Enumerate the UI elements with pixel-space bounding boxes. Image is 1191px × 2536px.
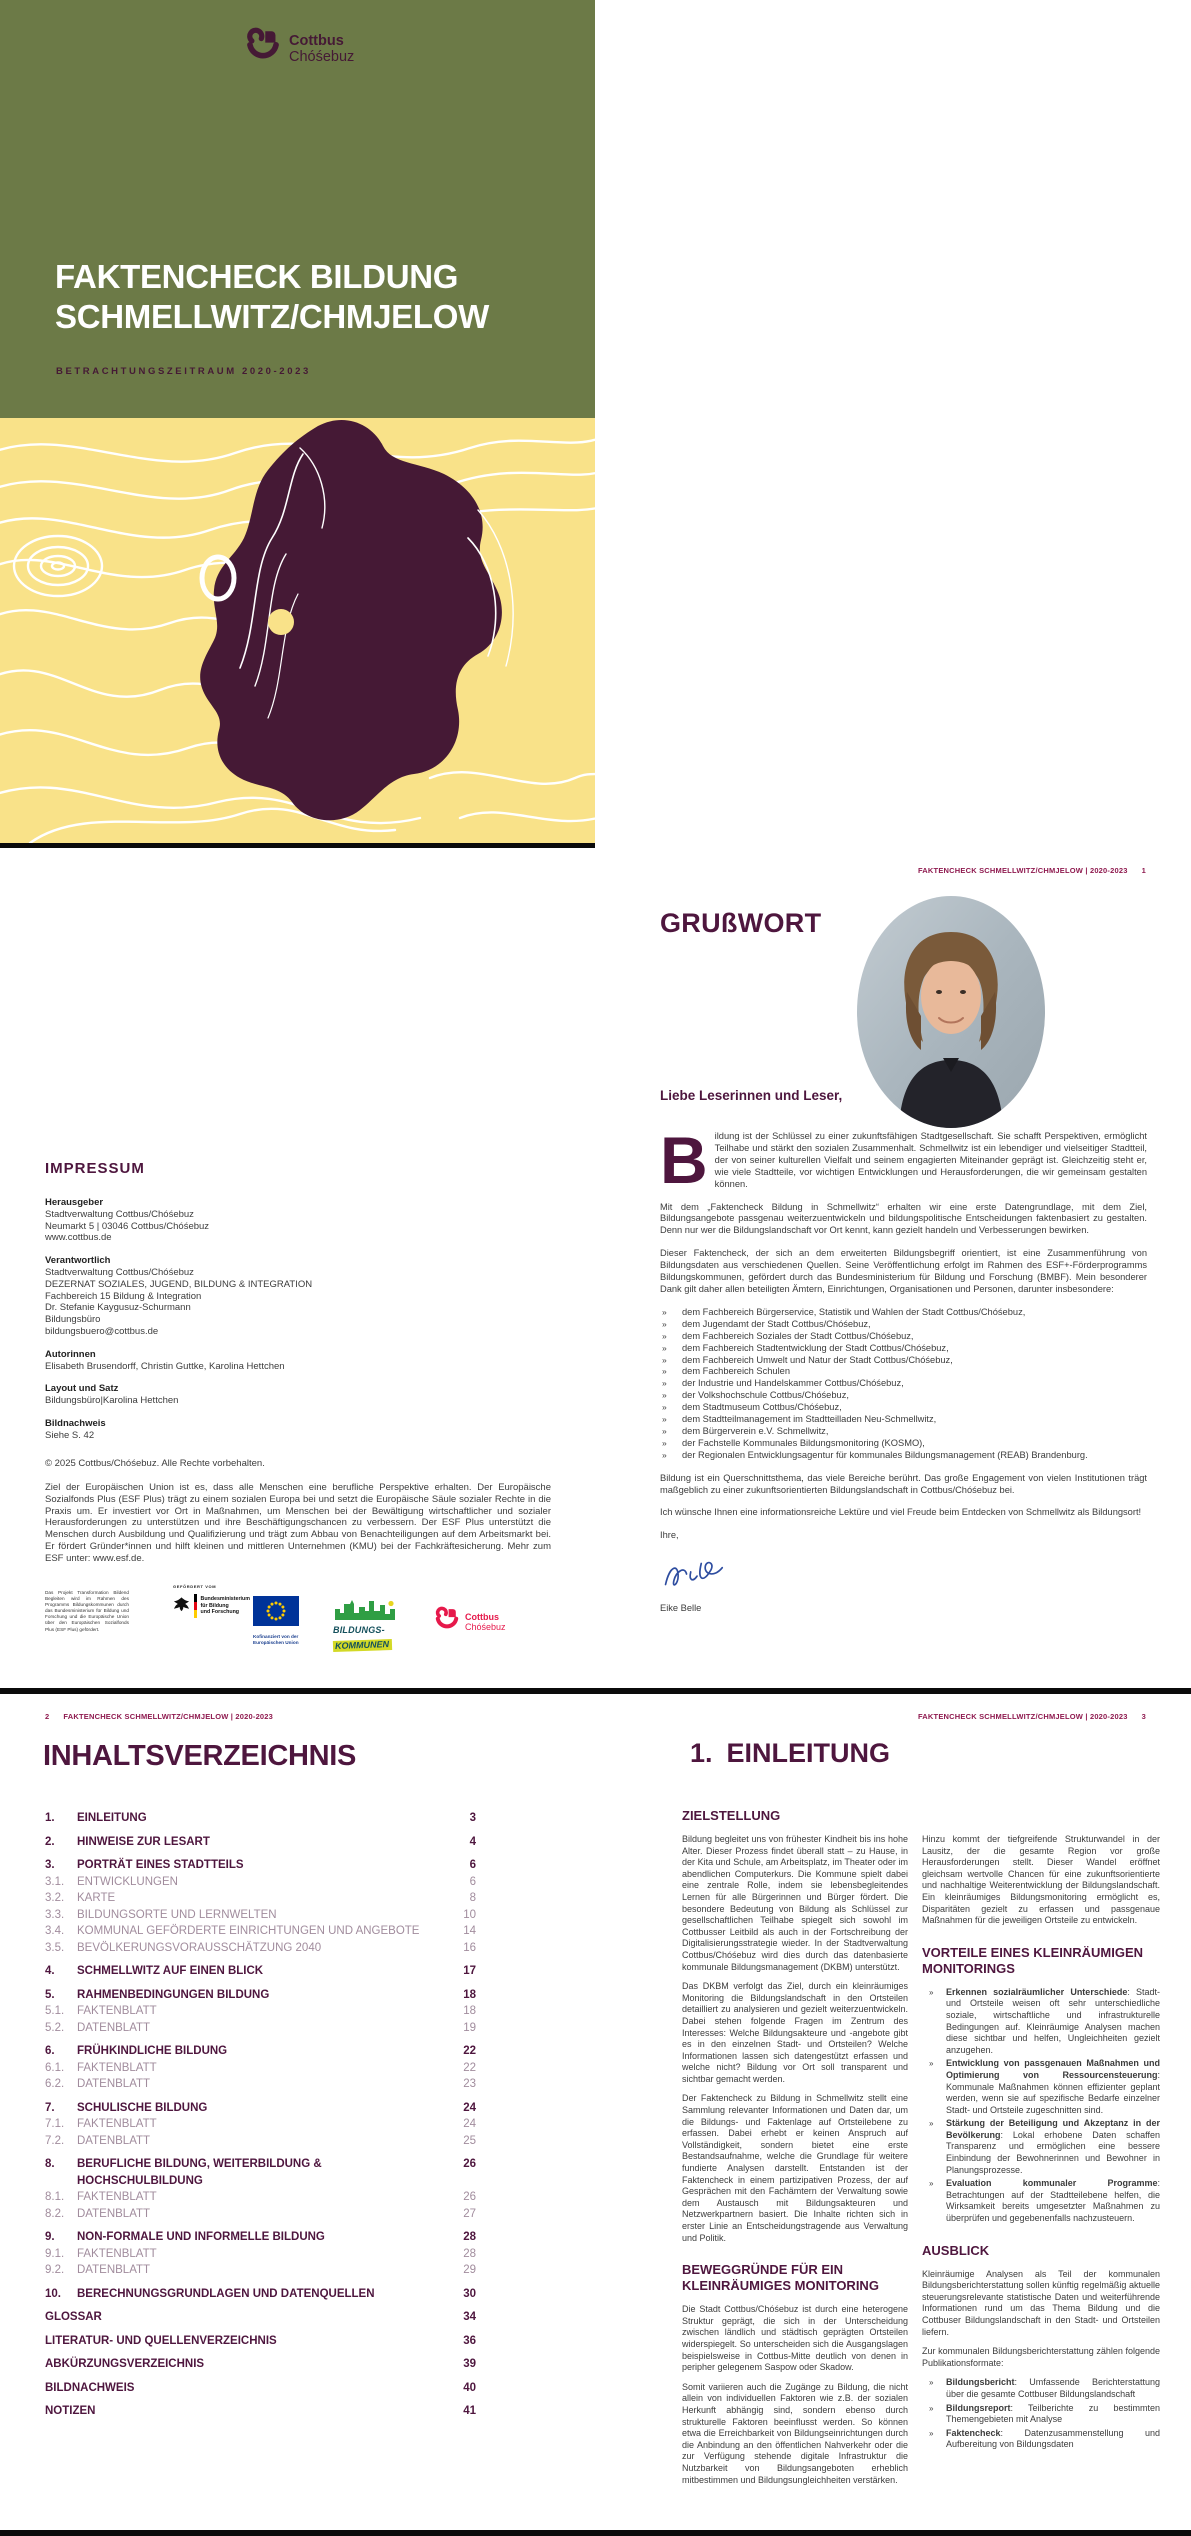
- toc-entry[interactable]: [45, 1987, 476, 2004]
- cover-title: FAKTENCHECK BILDUNG SCHMELLWITZ/CHMJELOW: [55, 258, 489, 335]
- toc-entry-label: DATENBLATT: [77, 2021, 151, 2034]
- grusswort-page: [595, 848, 1191, 1688]
- list-item: » Erkennen sozialräumlicher Unterschiede: Stadt- und Ortsteile weisen oft sehr unterschiedliche soziale, wirtschaftliche und infrastrukturelle Bedingungen auf. Kleinräumige Analysen machen diese sichtbar und helfen, Ungleichheiten gezielt anzugehen.: [922, 1987, 1160, 2057]
- toc-entry-label: KOMMUNAL GEFÖRDERTE EINRICHTUNGEN UND ANGEBOTE: [77, 1925, 420, 1937]
- toc-entry-page: 8: [469, 1892, 476, 1904]
- toc-entry[interactable]: [45, 2333, 476, 2350]
- toc-entry-page: 6: [469, 1859, 476, 1871]
- toc-entry-number: 8.: [45, 2158, 55, 2170]
- toc-entry-label: FAKTENBLATT: [77, 2191, 157, 2203]
- toc-entry-page: 40: [463, 2381, 476, 2394]
- toc-entry[interactable]: [45, 1940, 476, 1957]
- toc-entry-page: 36: [463, 2334, 476, 2347]
- bmbf-eagle-icon: [173, 1596, 190, 1617]
- toc-entry-label: NON-FORMALE UND INFORMELLE BILDUNG: [77, 2231, 325, 2243]
- toc-entry-page: 41: [463, 2405, 476, 2417]
- eu-flag-icon: [253, 1613, 299, 1630]
- cover-map-illustration: [0, 418, 595, 843]
- list-item: » dem Fachbereich Bürgerservice, Statistik und Wahlen der Stadt Cottbus/Chóśebuz,: [660, 1307, 1147, 1319]
- toc-entry-label: LITERATUR- UND QUELLENVERZEICHNIS: [45, 2334, 277, 2347]
- toc-entry-page: 17: [463, 1965, 476, 1977]
- toc-entry-number: 5.2.: [45, 2021, 65, 2034]
- paragraph: Kleinräumige Analysen als Teil der kommunalen Bildungsberichterstattung sollen künftig regelmäßig aktuelle steuerungsrelevante statistische Daten und weiterführende Informationen rund um das Thema Bildung und die Cottbuser Bildungslandschaft in den Stadt- und Ortsteilen liefern.: [922, 2268, 1160, 2337]
- toc-entry-label: BERECHNUNGSGRUNDLAGEN UND DATENQUELLEN: [77, 2287, 375, 2300]
- einleitung-column-right: [922, 1834, 1160, 2459]
- impressum-section: [45, 1418, 405, 1442]
- toc-entry-label: DATENBLATT: [77, 2207, 151, 2220]
- toc-entry-page: 23: [463, 2078, 476, 2090]
- impressum-line: DEZERNAT SOZIALES, JUGEND, BILDUNG & INTEGRATION: [45, 1278, 313, 1290]
- toc-entry-number: 9.1.: [45, 2247, 65, 2260]
- toc-entry-page: 39: [463, 2358, 476, 2370]
- running-header: 2 FAKTENCHECK SCHMELLWITZ/CHMJELOW | 2020-2023: [45, 1712, 274, 1721]
- toc-entry[interactable]: [45, 1923, 476, 1940]
- toc-entry-label: BILDNACHWEIS: [45, 2381, 135, 2394]
- impressum-line: Bildungsbüro|Karolina Hettchen: [45, 1395, 179, 1407]
- toc-entry-page: 22: [463, 2061, 476, 2074]
- toc-entry-label: BERUFLICHE BILDUNG, WEITERBILDUNG & HOCHSCHULBILDUNG: [77, 2158, 322, 2187]
- toc-entry-page: 3: [469, 1812, 476, 1824]
- cottbus-logo-red-text: Cottbus Chóśebuz: [465, 1611, 506, 1632]
- toc-entry-label: FRÜHKINDLICHE BILDUNG: [77, 2045, 228, 2057]
- section-heading: VORTEILE EINES KLEINRÄUMIGEN MONITORINGS: [922, 1944, 1144, 1976]
- cottbus-logo: [246, 27, 354, 70]
- toc-entry-label: BEVÖLKERUNGSVORAUSSCHÄTZUNG 2040: [77, 1941, 322, 1954]
- toc-entry[interactable]: [45, 2060, 476, 2077]
- paragraph: Ich wünsche Ihnen eine informationsreiche Lektüre und viel Freude beim Entdecken von Schmellwitz als Bildungsort!: [660, 1507, 1142, 1518]
- toc-list: [45, 1810, 476, 2420]
- toc-entry-page: 24: [463, 2101, 476, 2114]
- section-heading: BEWEGGRÜNDE FÜR EIN KLEINRÄUMIGES MONITORING: [682, 2262, 879, 2294]
- bottom-edge: [0, 2530, 1191, 2536]
- toc-entry-page: 19: [463, 2021, 476, 2034]
- cottbus-logo-icon-red: [435, 1606, 459, 1638]
- bullet-list: [922, 2377, 1160, 2451]
- toc-entry[interactable]: [45, 2043, 476, 2060]
- paragraph: Somit variieren auch die Zugänge zu Bildung, die nicht allein von individuellen Faktoren wie z.B. der sozialen Herkunft abhängig sind, sondern ebenso durch strukturelle Faktoren beeinflusst werden. So können etwa die Erreichbarkeit von Bildungseinrichtungen durch die Anbindung an den öffentlichen Nahverkehr oder die zur Verfügung stehende digitale Infrastruktur die Nutzbarkeit von Bildungsangeboten erheblich mitbestimmen und Bildungsungleichheiten verstärken.: [682, 2381, 908, 2485]
- toc-entry-number: 10.: [45, 2287, 61, 2300]
- list-item: » der Industrie und Handelskammer Cottbus/Chóśebuz,: [660, 1378, 1147, 1390]
- bullet-list: [922, 1987, 1160, 2225]
- impressum-section-heading: Verantwortlich: [45, 1255, 111, 1267]
- toc-entry-page: 27: [463, 2207, 476, 2220]
- toc-entry-label: ABKÜRZUNGSVERZEICHNIS: [45, 2358, 205, 2370]
- toc-entry-label: RAHMENBEDINGUNGEN BILDUNG: [77, 1988, 270, 2001]
- paragraph: Zur kommunalen Bildungsberichterstattung zählen folgende Publikationsformate:: [922, 2346, 1160, 2368]
- list-item: » dem Bürgerverein e.V. Schmellwitz,: [660, 1426, 1147, 1438]
- toc-entry[interactable]: [45, 1857, 476, 1874]
- toc-entry[interactable]: [45, 2076, 476, 2093]
- toc-entry-label: GLOSSAR: [45, 2311, 102, 2323]
- toc-entry[interactable]: [45, 2156, 476, 2189]
- toc-entry-number: 6.1.: [45, 2061, 65, 2074]
- toc-entry-label: PORTRÄT EINES STADTTEILS: [77, 1859, 244, 1871]
- toc-entry-page: 28: [463, 2231, 476, 2243]
- impressum-title: IMPRESSUM: [45, 1160, 145, 1177]
- toc-entry-label: DATENBLATT: [77, 2134, 151, 2147]
- impressum-page: [0, 848, 595, 1688]
- list-item: » Entwicklung von passgenauen Maßnahmen und Optimierung von Ressourcensteuerung: Kommunale Maßnahmen können effizienter geplant werden, wenn sie auf spezifische Bedarfe einzelner Stadt- und Ortsteile zugeschnitten sind.: [922, 2058, 1160, 2116]
- list-item: » Bildungsreport: Teilberichte zu bestimmten Themengebieten mit Analyse: [922, 2403, 1160, 2426]
- page-number: 1: [1141, 866, 1146, 875]
- impressum-section-heading: Autorinnen: [45, 1348, 96, 1360]
- impressum-line: Elisabeth Brusendorff, Christin Guttke, Karolina Hettchen: [45, 1360, 285, 1372]
- toc-entry-page: 14: [463, 1925, 476, 1937]
- toc-entry-number: 5.: [45, 1988, 55, 2001]
- grusswort-body: [660, 1123, 1147, 1615]
- paragraph: Mit dem „Faktencheck Bildung in Schmellwitz“ erhalten wir eine erste Datengrundlage, mit dem Ziel, Bildungsangebote passgenau weiterzuentwickeln und bildungspolitische Entscheidungen faktenbasiert zu gestalten. Denn nur wer die Bildungslandschaft vor Ort kennt, kann gezielt handeln und Verbesserungen bewirken.: [660, 1201, 1147, 1236]
- toc-entry[interactable]: [45, 2020, 476, 2037]
- esf-paragraph: Ziel der Europäischen Union ist es, dass alle Menschen eine berufliche Perspektive erhalten. Der Europäische Sozialfonds Plus (ESF Plus) trägt zu einem sozialen Europa bei und setzt die Europäische Säule sozialer Rechte in die Praxis um. Er investiert vor Ort in Maßnahmen, um Menschen bei der Bewältigung wirtschaftlicher und sozialer Herausforderungen zu unterstützen und ihre Beschäftigungschancen zu verbessern. Der ESF Plus unterstützt die Menschen durch Ausbildung und Qualifizierung und trägt zum Abbau von Benachteiligungen auf dem Arbeitsmarkt bei. Er fördert Gründer*innen und hilft kleinen und mittleren Unternehmen (KMU) bei der Fachkräftesicherung. Mehr zum ESF unter: www.esf.de.: [45, 1482, 551, 1564]
- toc-title: INHALTSVERZEICHNIS: [43, 1740, 357, 1772]
- toc-entry[interactable]: [45, 2286, 476, 2303]
- cottbus-logo-red: [435, 1606, 506, 1638]
- toc-entry-number: 1.: [45, 1812, 55, 1824]
- paragraph: Hinzu kommt der tiefgreifende Strukturwandel in der Lausitz, der die gesamte Region vor große Herausforderungen stellt. Dieser Wandel eröffnet gleichsam wertvolle Chancen für eine zukunftsorientierte und nachhaltige Weiterentwicklung der Bildungslandschaft. Ein kleinräumiges Bildungsmonitoring ermöglicht es, Disparitäten gezielt zu erfassen und passgenaue Maßnahmen für die jeweiligen Ortsteile zu entwickeln.: [922, 1834, 1160, 1926]
- einleitung-column-left: [682, 1808, 908, 2494]
- toc-entry-label: SCHMELLWITZ AUF EINEN BLICK: [77, 1965, 264, 1977]
- toc-entry[interactable]: [45, 2262, 476, 2279]
- toc-entry[interactable]: [45, 1834, 476, 1851]
- toc-entry-number: 3.3.: [45, 1908, 65, 1921]
- toc-entry-label: BILDUNGSORTE UND LERNWELTEN: [77, 1908, 277, 1921]
- paragraph: Das DKBM verfolgt das Ziel, durch ein kleinräumiges Monitoring die Bildungslandschaft in den Ortsteilen detailliert zu analysieren und gezielt weiterzuentwickeln. Dabei stehen folgende Fragen im Zentrum des Interesses: Welche Bildungsakteure und -angebote gibt es in den einzelnen Stadt- und Ortsteilen? Welche Informationen lassen sich datengestützt erfassen und welche nicht? Bildung vor Ort soll transparent und sichtbar gemacht werden.: [682, 1981, 908, 2084]
- paragraph: Dieser Faktencheck, der sich an dem erweiterten Bildungsbegriff orientiert, ist eine Zusammenführung von Bildungsdaten aus verschiedenen Quellen. Seine Veröffentlichung erfolgt im Rahmen des ESF+-Förderprogramms Bildungskommunen, gefördert durch das Bundesministerium für Bildung und Forschung (BMBF). Mein besonderer Dank gilt daher allen beteiligten Ämtern, Einrichtungen, Organisationen und Personen, darunter insbesondere:: [660, 1248, 1147, 1294]
- toc-entry-number: 8.1.: [45, 2191, 65, 2203]
- impressum-section: [45, 1383, 405, 1407]
- paragraph: Der Faktencheck zu Bildung in Schmellwitz stellt eine Sammlung relevanter Informationen und Daten dar, um die Bildungs- und Faktenlage auf Ortsteilebene zu erfassen. Dabei erhebt er keinen Anspruch auf Vollständigkeit, sondern bietet eine erste Bestandsaufnahme, welche die Grundlage für weitere fundierte Analysen darstellt. Entstanden ist der Faktencheck in einem partizipativen Prozess, der auf Gesprächen mit den Fachämtern der Verwaltung sowie dem Austausch mit Bildungsakteuren und Netzwerkpartnern basiert. Die Inhalte richten sich in erster Linie an Entscheidungstragende aus Verwaltung und Politik.: [682, 2093, 908, 2243]
- toc-entry-number: 6.2.: [45, 2078, 65, 2090]
- toc-entry-page: 18: [463, 1988, 476, 2001]
- dropcap: B: [660, 1123, 708, 1197]
- impressum-link[interactable]: www.cottbus.de: [45, 1232, 112, 1244]
- signature-name: Eike Belle: [660, 1603, 702, 1614]
- salutation: Liebe Leserinnen und Leser,: [660, 1088, 843, 1103]
- impressum-sections: [45, 1186, 405, 1442]
- toc-entry[interactable]: [45, 2380, 476, 2397]
- copyright-line: © 2025 Cottbus/Chóśebuz. Alle Rechte vorbehalten.: [45, 1458, 265, 1469]
- bildungskommunen-logo: BILDUNGS- KOMMUNEN: [333, 1598, 405, 1653]
- toc-entry-number: 3.1.: [45, 1875, 65, 1888]
- toc-entry-number: 3.5.: [45, 1941, 65, 1954]
- acknowledgement-list: [660, 1307, 1147, 1462]
- toc-entry[interactable]: [45, 2003, 476, 2020]
- cover-header-band: [0, 0, 595, 418]
- impressum-line: Stadtverwaltung Cottbus/Chóśebuz: [45, 1266, 194, 1278]
- eu-logo-text: Kofinanziert von der Europäischen Union: [253, 1634, 299, 1645]
- toc-entry-number: 9.: [45, 2231, 55, 2243]
- paragraph: Die Stadt Cottbus/Chóśebuz ist durch eine heterogene Struktur geprägt, die sich in der Unterscheidung zwischen ländlich und städtisch geprägten Ortsteilen widerspiegelt. So unterscheiden sich die Ausgangslagen beispielsweise in Cottbus-Mitte deutlich von denen in peripher gelegenem Saspow oder Skadow.: [682, 2304, 908, 2373]
- cottbus-logo-icon: [246, 27, 280, 70]
- toc-entry[interactable]: [45, 2229, 476, 2246]
- toc-entry-page: 28: [463, 2247, 476, 2260]
- toc-entry-label: FAKTENBLATT: [77, 2061, 157, 2074]
- funding-note: Das Projekt Transformation Bildend Begleiten wird im Rahmen des Programms Bildungskommunen durch das Bundesministerium für Bildung und Forschung und die Europäische Union über den Europäischen Sozialfonds Plus (ESF Plus) gefördert.: [45, 1590, 129, 1632]
- list-item: » dem Jugendamt der Stadt Cottbus/Chóśebuz,: [660, 1319, 1147, 1331]
- toc-entry-number: 9.2.: [45, 2264, 65, 2276]
- list-item: » Faktencheck: Datenzusammenstellung und Aufbereitung von Bildungsdaten: [922, 2428, 1160, 2451]
- eu-logo: [253, 1596, 305, 1646]
- toc-entry[interactable]: [45, 2100, 476, 2117]
- toc-entry[interactable]: [45, 2206, 476, 2223]
- list-item: » dem Fachbereich Soziales der Stadt Cottbus/Chóśebuz,: [660, 1331, 1147, 1343]
- toc-entry-page: 34: [463, 2311, 476, 2323]
- grusswort-title: GRUßWORT: [660, 908, 822, 938]
- funding-logo-row: [45, 1582, 555, 1658]
- toc-entry-number: 2.: [45, 1835, 55, 1848]
- paragraph: Bildung begleitet uns von frühester Kindheit bis ins hohe Alter. Dieser Prozess findet überall statt – zu Hause, in der Kita und Schule, am Arbeitsplatz, im Theater oder im abendlichen Computerkurs. Die Kommune spielt dabei eine zentrale Rolle, indem sie lebensbegleitendes Lernen für alle Bürgerinnen und Bürger fördert. Die besondere Bedeutung von Bildung als Schlüssel zur gesellschaftlichen Teilhabe spiegelt sich sowohl im Cottbusser Leitbild als auch in der Fortschreibung der Digitalisierungsstrategie wieder. In der Stadtverwaltung Cottbus/Chóśebuz wird dies durch das datenbasierte kommunale Bildungsmanagement (DKBM) unterstützt.: [682, 1834, 908, 1972]
- toc-entry[interactable]: [45, 2116, 476, 2133]
- cover-page: [0, 0, 595, 843]
- page-number: 2: [45, 1712, 50, 1721]
- paragraph: Bildung ist ein Querschnittsthema, das viele Bereiche berührt. Das große Engagement von vielen Institutionen trägt maßgeblich zu einer zukunftsorientierten Bildungslandschaft in Cottbus/Chóśebuz bei.: [660, 1472, 1147, 1495]
- impressum-line: Dr. Stefanie Kaygusuz-Schurmann: [45, 1302, 191, 1314]
- toc-entry-page: 24: [463, 2118, 476, 2130]
- toc-entry-label: ENTWICKLUNGEN: [77, 1875, 178, 1888]
- toc-entry-label: DATENBLATT: [77, 2078, 151, 2090]
- signature-image: [660, 1553, 1147, 1599]
- german-flag-stripe: [194, 1594, 197, 1618]
- impressum-line: Neumarkt 5 | 03046 Cottbus/Chóśebuz: [45, 1220, 210, 1232]
- toc-entry-number: 3.: [45, 1859, 55, 1871]
- list-item: » dem Fachbereich Umwelt und Natur der Stadt Cottbus/Chóśebuz,: [660, 1355, 1147, 1367]
- toc-entry[interactable]: [45, 1810, 476, 1827]
- toc-entry-number: 3.4.: [45, 1925, 65, 1937]
- running-header: FAKTENCHECK SCHMELLWITZ/CHMJELOW | 2020-2023 3: [917, 1712, 1146, 1721]
- toc-entry-number: 5.1.: [45, 2005, 65, 2017]
- toc-entry[interactable]: [45, 1907, 476, 1924]
- cottbus-logo-text: Cottbus Chóśebuz: [289, 32, 355, 65]
- cover-subtitle: BETRACHTUNGSZEITRAUM 2020-2023: [56, 366, 311, 377]
- toc-entry[interactable]: [45, 2246, 476, 2263]
- toc-entry-page: 30: [463, 2287, 476, 2300]
- list-item: » Bildungsbericht: Umfassende Berichterstattung über die gesamte Cottbuser Bildungslandschaft: [922, 2377, 1160, 2400]
- toc-entry[interactable]: [45, 1890, 476, 1907]
- closing: Ihre,: [660, 1530, 679, 1541]
- list-item: » der Volkshochschule Cottbus/Chóśebuz,: [660, 1390, 1147, 1402]
- list-item: » der Fachstelle Kommunales Bildungsmonitoring (KOSMO),: [660, 1438, 1147, 1450]
- toc-entry-label: FAKTENBLATT: [77, 2247, 157, 2260]
- toc-entry[interactable]: [45, 2189, 476, 2206]
- toc-entry-page: 26: [463, 2158, 476, 2170]
- toc-entry-label: FAKTENBLATT: [77, 2118, 157, 2130]
- toc-entry-page: 10: [463, 1908, 476, 1921]
- list-item: » dem Fachbereich Schulen: [660, 1366, 1147, 1378]
- toc-entry-number: 6.: [45, 2045, 55, 2057]
- toc-entry-label: DATENBLATT: [77, 2264, 151, 2276]
- toc-entry-label: NOTIZEN: [45, 2405, 96, 2417]
- toc-entry-page: 6: [469, 1875, 476, 1888]
- toc-entry[interactable]: [45, 2309, 476, 2326]
- einleitung-page: [595, 1694, 1191, 2530]
- impressum-line: Stadtverwaltung Cottbus/Chóśebuz: [45, 1208, 194, 1220]
- bmbf-logo: GEFÖRDERT VOM Bundesministerium für Bildung und Forschung: [173, 1584, 250, 1618]
- paragraph: Bildung ist der Schlüssel zu einer zukunftsfähigen Stadtgesellschaft. Sie schafft Perspektiven, ermöglicht Teilhabe und stärkt den sozialen Zusammenhalt. Schmellwitz ist ein lebendiger und vielseitiger Stadtteil, der von seiner kulturellen Vielfalt und seinem engagierten Miteinander geprägt ist. Gleichzeitig steht er, wie viele Stadtteile, vor wichtigen Entwicklungen und Herausforderungen, die wir gemeinsam gestalten können.: [660, 1123, 1147, 1197]
- chapter-title: 1. EINLEITUNG: [690, 1738, 891, 1768]
- toc-entry[interactable]: [45, 1874, 476, 1891]
- impressum-link[interactable]: bildungsbuero@cottbus.de: [45, 1325, 159, 1337]
- portrait-photo: [857, 896, 1045, 1128]
- impressum-line: Siehe S. 42: [45, 1429, 95, 1441]
- list-item: » dem Stadtmuseum Cottbus/Chóśebuz,: [660, 1402, 1147, 1414]
- impressum-line: Bildungsbüro: [45, 1314, 101, 1326]
- toc-entry-page: 18: [463, 2005, 476, 2017]
- toc-entry[interactable]: [45, 2403, 476, 2420]
- toc-entry-page: 22: [463, 2045, 476, 2057]
- impressum-section: [45, 1349, 405, 1373]
- list-item: » der Regionalen Entwicklungsagentur für kommunales Bildungsmanagement (REAB) Brandenburg.: [660, 1450, 1147, 1462]
- running-header: FAKTENCHECK SCHMELLWITZ/CHMJELOW | 2020-2023 1: [917, 866, 1146, 875]
- toc-entry-page: 26: [463, 2191, 476, 2203]
- toc-entry-label: FAKTENBLATT: [77, 2005, 157, 2017]
- toc-page: [0, 1694, 595, 2530]
- toc-entry-number: 4.: [45, 1965, 55, 1977]
- impressum-section: [45, 1197, 405, 1244]
- toc-entry-label: SCHULISCHE BILDUNG: [77, 2101, 208, 2114]
- city-skyline-icon: [333, 1607, 399, 1624]
- toc-entry-number: 7.: [45, 2101, 55, 2114]
- list-item: » dem Fachbereich Stadtentwicklung der Stadt Cottbus/Chóśebuz,: [660, 1343, 1147, 1355]
- impressum-section-heading: Herausgeber: [45, 1197, 104, 1208]
- toc-entry-number: 3.2.: [45, 1892, 65, 1904]
- list-item: » Evaluation kommunaler Programme: Betrachtungen auf der Stadtteilebene helfen, die Wirksamkeit bereits umgesetzter Maßnahmen zu überprüfen und gegebenenfalls nachzusteuern.: [922, 2178, 1160, 2224]
- toc-entry-page: 29: [463, 2264, 476, 2276]
- list-item: » dem Stadtteilmanagement im Stadtteilladen Neu-Schmellwitz,: [660, 1414, 1147, 1426]
- toc-entry-label: EINLEITUNG: [77, 1812, 147, 1824]
- toc-entry-page: 4: [469, 1835, 476, 1848]
- impressum-line: Fachbereich 15 Bildung & Integration: [45, 1290, 202, 1302]
- toc-entry-number: 8.2.: [45, 2207, 65, 2220]
- section-heading: ZIELSTELLUNG: [682, 1808, 781, 1823]
- toc-entry[interactable]: [45, 2133, 476, 2150]
- toc-entry-number: 7.1.: [45, 2118, 65, 2130]
- toc-entry-page: 16: [463, 1941, 476, 1954]
- list-item: » Stärkung der Beteiligung und Akzeptanz in der Bevölkerung: Lokal erhobene Daten schaffen Transparenz und ermöglichen eine bessere Einbindung der Bewohnerinnen und Bewohner in Planungsprozesse.: [922, 2118, 1160, 2176]
- toc-entry[interactable]: [45, 1963, 476, 1980]
- toc-entry[interactable]: [45, 2356, 476, 2373]
- toc-entry-label: HINWEISE ZUR LESART: [77, 1835, 210, 1848]
- toc-entry-label: KARTE: [77, 1892, 116, 1904]
- toc-entry-page: 25: [463, 2134, 476, 2147]
- bmbf-logo-text: Bundesministerium für Bildung und Forschung: [200, 1596, 250, 1616]
- section-heading: AUSBLICK: [922, 2242, 990, 2258]
- impressum-section: [45, 1255, 405, 1338]
- toc-entry-number: 7.2.: [45, 2134, 65, 2147]
- impressum-section-heading: Layout und Satz: [45, 1383, 119, 1395]
- page-number: 3: [1141, 1712, 1146, 1721]
- impressum-section-heading: Bildnachweis: [45, 1417, 106, 1429]
